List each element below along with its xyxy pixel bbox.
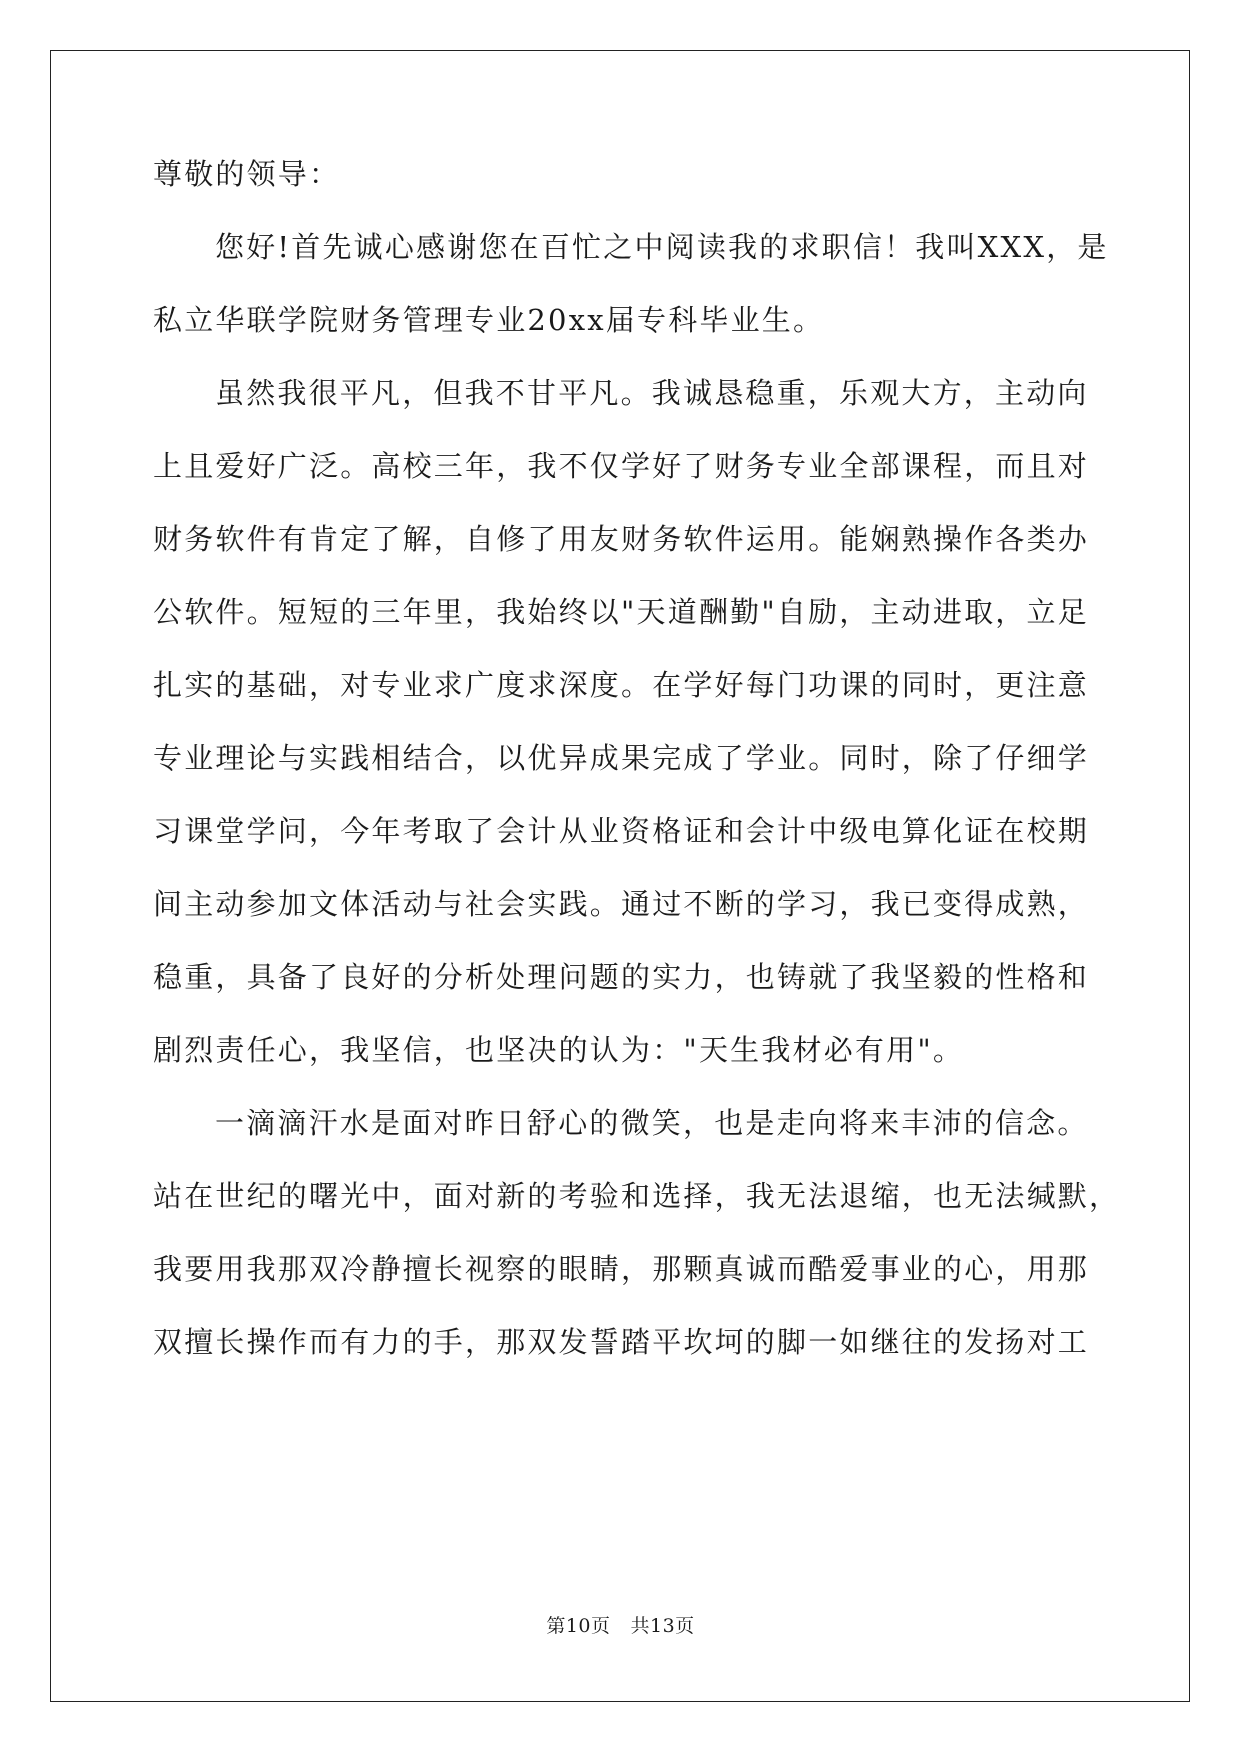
paragraph-line: 虽然我很平凡，但我不甘平凡。我诚恳稳重，乐观大方，主动向 [215,376,1089,410]
paragraph-line: 财务软件有肯定了解，自修了用友财务软件运用。能娴熟操作各类办 [153,522,1090,556]
paragraph-line: 您好!首先诚心感谢您在百忙之中阅读我的求职信！我叫XXX，是 [215,230,1109,264]
paragraph-line: 一滴滴汗水是面对昨日舒心的微笑，也是走向将来丰沛的信念。 [215,1106,1089,1140]
paragraph-line: 剧烈责任心，我坚信，也坚决的认为："天生我材必有用"。 [153,1033,965,1067]
paragraph-line: 稳重，具备了良好的分析处理问题的实力，也铸就了我坚毅的性格和 [153,960,1090,994]
page-border [50,50,1190,1702]
paragraph-line: 专业理论与实践相结合，以优异成果完成了学业。同时，除了仔细学 [153,741,1090,775]
paragraph-line: 双擅长操作而有力的手，那双发誓踏平坎坷的脚一如继往的发扬对工 [153,1325,1090,1359]
paragraph-line: 扎实的基础，对专业求广度求深度。在学好每门功课的同时，更注意 [153,668,1090,702]
paragraph-line: 我要用我那双冷静擅长视察的眼睛，那颗真诚而酷爱事业的心，用那 [153,1252,1090,1286]
salutation: 尊敬的领导： [153,157,341,191]
paragraph-line: 公软件。短短的三年里，我始终以"天道酬勤"自励，主动进取，立足 [153,595,1089,629]
paragraph-line: 习课堂学问，今年考取了会计从业资格证和会计中级电算化证在校期 [153,814,1090,848]
page-total: 共13页 [630,1615,695,1637]
paragraph-line: 间主动参加文体活动与社会实践。通过不断的学习，我已变得成熟， [153,887,1090,921]
paragraph-line: 上且爱好广泛。高校三年，我不仅学好了财务专业全部课程，而且对 [153,449,1090,483]
paragraph-line: 站在世纪的曙光中，面对新的考验和选择，我无法退缩，也无法缄默， [153,1179,1121,1213]
page-number: 第10页 [546,1615,611,1637]
page-footer [0,1614,1241,1638]
paragraph-line: 私立华联学院财务管理专业20xx届专科毕业生。 [153,303,825,337]
